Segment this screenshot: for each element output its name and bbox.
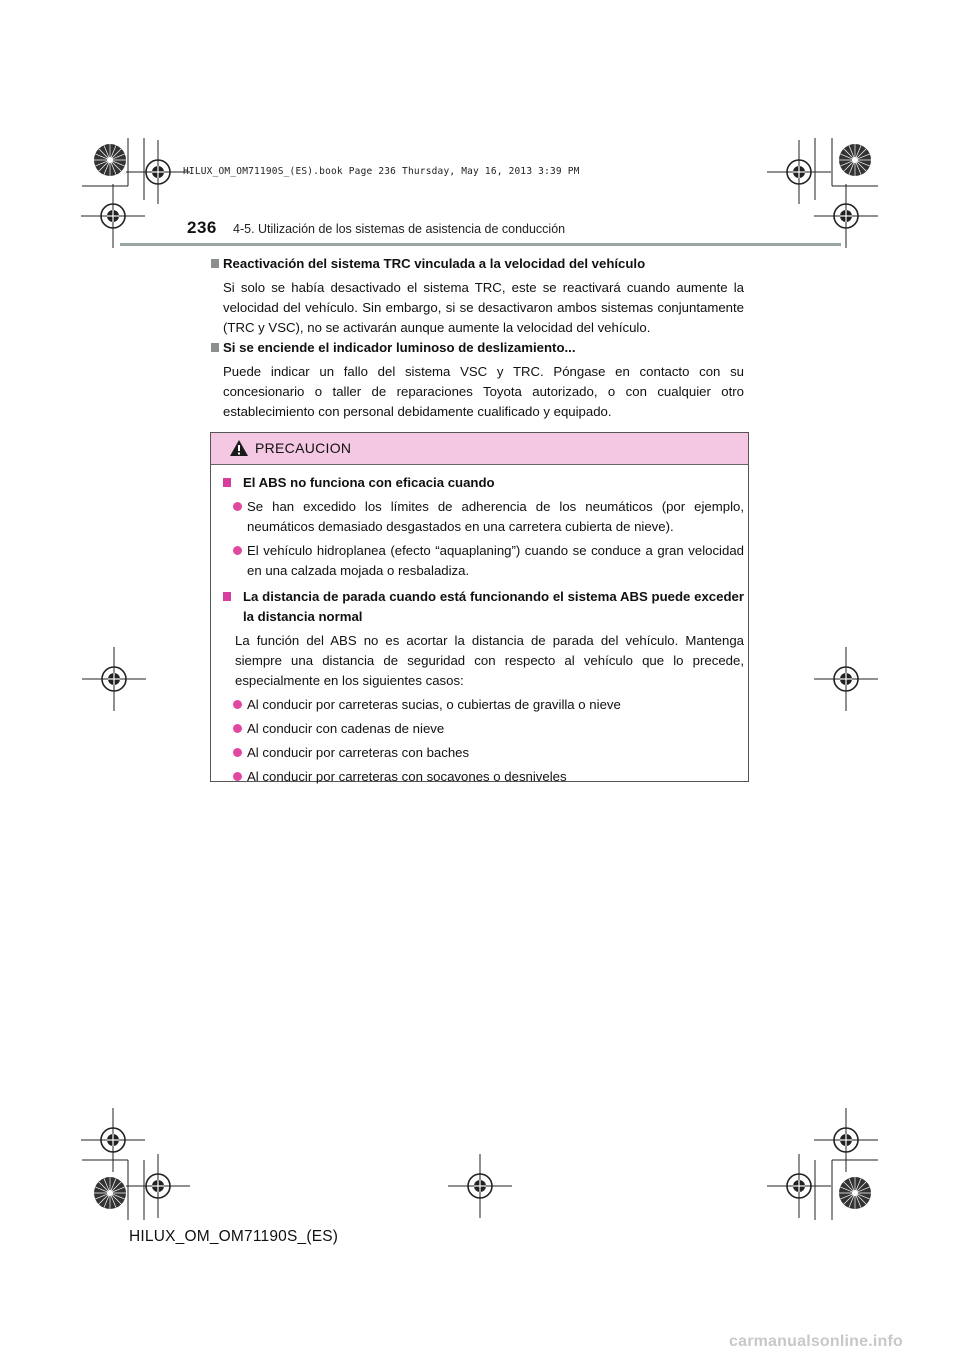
section-heading-text: Reactivación del sistema TRC vinculada a la velocidad del vehículo: [223, 256, 646, 271]
list-item-text: El vehículo hidroplanea (efecto “aquaplaning”) cuando se conduce a gran velocidad en una calzada mojada o resbaladiza.: [247, 543, 744, 578]
list-item-text: Al conducir por carreteras con socavones o desniveles: [247, 769, 567, 784]
round-bullet-icon: [233, 700, 242, 709]
caution-item-abs-ineffective: [219, 473, 744, 581]
list-item-text: Al conducir por carreteras con baches: [247, 745, 470, 760]
caution-box: [210, 432, 749, 782]
running-head: 4-5. Utilización de los sistemas de asistencia de conducción: [233, 222, 566, 236]
caution-item-heading: [219, 473, 744, 493]
section-heading: [211, 254, 744, 274]
round-bullet-icon: [233, 546, 242, 555]
section-body: Si solo se había desactivado el sistema TRC, este se reactivará cuando aumente la velocidad del vehículo. Sin embargo, si se desactivaron ambos sistemas conjuntamente (TRC y VSC), no se activarán aunque aumente la velocidad del vehículo.: [223, 280, 744, 335]
list-item: [219, 743, 744, 763]
round-bullet-icon: [233, 724, 242, 733]
caution-item-paragraph: La función del ABS no es acortar la distancia de parada del vehículo. Mantenga siempre una distancia de seguridad con respecto al vehículo que lo precede, especialmente en los siguientes casos:: [235, 633, 744, 688]
list-item: [219, 541, 744, 581]
list-item: [219, 719, 744, 739]
list-item: [219, 695, 744, 715]
section-heading-text: Si se enciende el indicador luminoso de deslizamiento...: [223, 340, 576, 355]
list-item: [219, 497, 744, 537]
section-body: Puede indicar un fallo del sistema VSC y TRC. Póngase en contacto con su concesionario o taller de reparaciones Toyota autorizado, o con cualquier otro establecimiento con personal debidamente cualificado y equipado.: [223, 364, 744, 419]
square-bullet-icon: [211, 343, 219, 352]
warning-triangle-icon: [229, 439, 249, 457]
caution-header: [211, 433, 748, 465]
caution-item-stopping-distance: [219, 587, 744, 787]
section-trc-reactivation: [211, 254, 744, 338]
file-stamp: HILUX_OM_OM71190S_(ES).book Page 236 Thursday, May 16, 2013 3:39 PM: [183, 166, 580, 177]
section-slip-indicator: [211, 338, 744, 422]
round-bullet-icon: [233, 748, 242, 757]
list-item-text: Al conducir por carreteras sucias, o cubiertas de gravilla o nieve: [247, 697, 621, 712]
round-bullet-icon: [233, 502, 242, 511]
caution-item-heading-text: La distancia de parada cuando está funcionando el sistema ABS puede exceder la distancia normal: [243, 589, 744, 624]
list-item-text: Al conducir con cadenas de nieve: [247, 721, 445, 736]
caution-title: PRECAUCION: [255, 440, 352, 456]
square-bullet-icon: [223, 478, 231, 487]
caution-item-heading: [219, 587, 744, 627]
page-number: 236: [187, 218, 217, 237]
square-bullet-icon: [211, 259, 219, 268]
list-item-text: Se han excedido los límites de adherencia de los neumáticos (por ejemplo, neumáticos demasiado desgastados en una carretera cubierta de nieve).: [247, 499, 744, 534]
section-heading: [211, 338, 744, 358]
list-item: [219, 767, 744, 787]
round-bullet-icon: [233, 772, 242, 781]
watermark: carmanualsonline.info: [729, 1333, 904, 1350]
header-rule: [120, 243, 841, 246]
caution-item-heading-text: El ABS no funciona con eficacia cuando: [243, 475, 495, 490]
square-bullet-icon: [223, 592, 231, 601]
document-code: HILUX_OM_OM71190S_(ES): [129, 1228, 339, 1245]
